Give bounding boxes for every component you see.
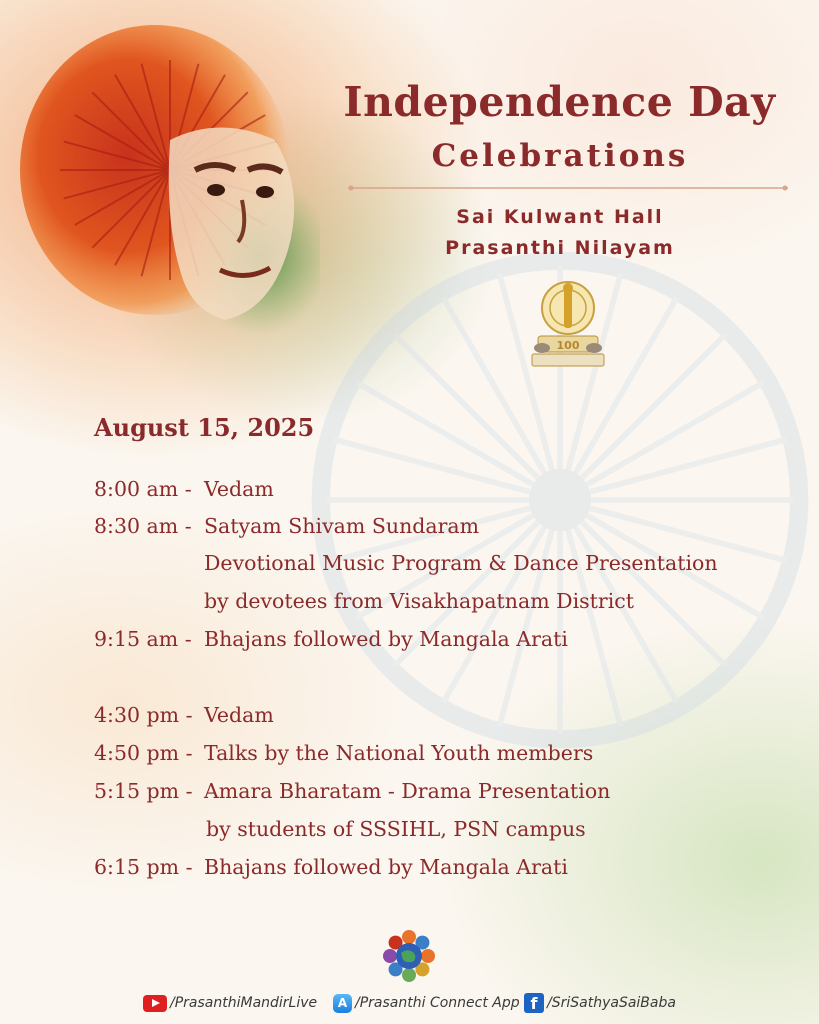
schedule-time: 4:30 pm - [94,703,193,727]
schedule-item [94,477,274,501]
schedule-desc: Bhajans followed by Mangala Arati [204,855,568,879]
schedule-desc: Vedam [204,477,274,501]
schedule-time: 8:30 am - [94,514,192,538]
schedule-time: 6:15 pm - [94,855,193,879]
schedule-desc: Talks by the National Youth members [204,741,594,765]
schedule-time: 8:00 am - [94,477,192,501]
schedule-item [94,779,610,803]
schedule-item [94,855,568,879]
organization-logo-icon [381,926,437,984]
event-date: August 15, 2025 [94,413,315,442]
youtube-icon [143,995,167,1012]
app-store-icon: A [333,994,352,1013]
schedule-time: 9:15 am - [94,627,192,651]
emblem-icon [526,278,610,372]
schedule-time: 5:15 pm - [94,779,193,803]
schedule-desc: Bhajans followed by Mangala Arati [204,627,568,651]
schedule-item [94,627,568,651]
youtube-handle: /PrasanthiMandirLive [170,995,318,1011]
app-link[interactable] [333,992,520,1014]
schedule-desc-continued: by devotees from Visakhapatnam District [204,589,634,613]
facebook-handle: /SriSathyaSaiBaba [547,995,676,1011]
facebook-icon: f [524,993,544,1013]
schedule-item [94,514,479,538]
youtube-link[interactable] [143,992,317,1014]
venue-hall: Sai Kulwant Hall [456,206,664,228]
schedule-desc: Vedam [204,703,274,727]
app-name: /Prasanthi Connect App [355,995,520,1011]
page-subtitle: Celebrations [431,138,689,174]
schedule-desc-continued: by students of SSSIHL, PSN campus [206,817,586,841]
schedule-item [94,741,593,765]
schedule-desc: Satyam Shivam Sundaram [204,514,480,538]
venue-place: Prasanthi Nilayam [445,237,675,259]
page-title: Independence Day [343,78,776,126]
schedule-desc: Amara Bharatam - Drama Presentation [204,779,611,803]
schedule-time: 4:50 pm - [94,741,193,765]
portrait-splash [20,20,320,340]
divider [348,184,788,192]
schedule-desc-continued: Devotional Music Program & Dance Presentation [204,551,718,575]
facebook-link[interactable] [524,992,676,1014]
svg-text:100: 100 [556,339,580,352]
schedule-item [94,703,274,727]
